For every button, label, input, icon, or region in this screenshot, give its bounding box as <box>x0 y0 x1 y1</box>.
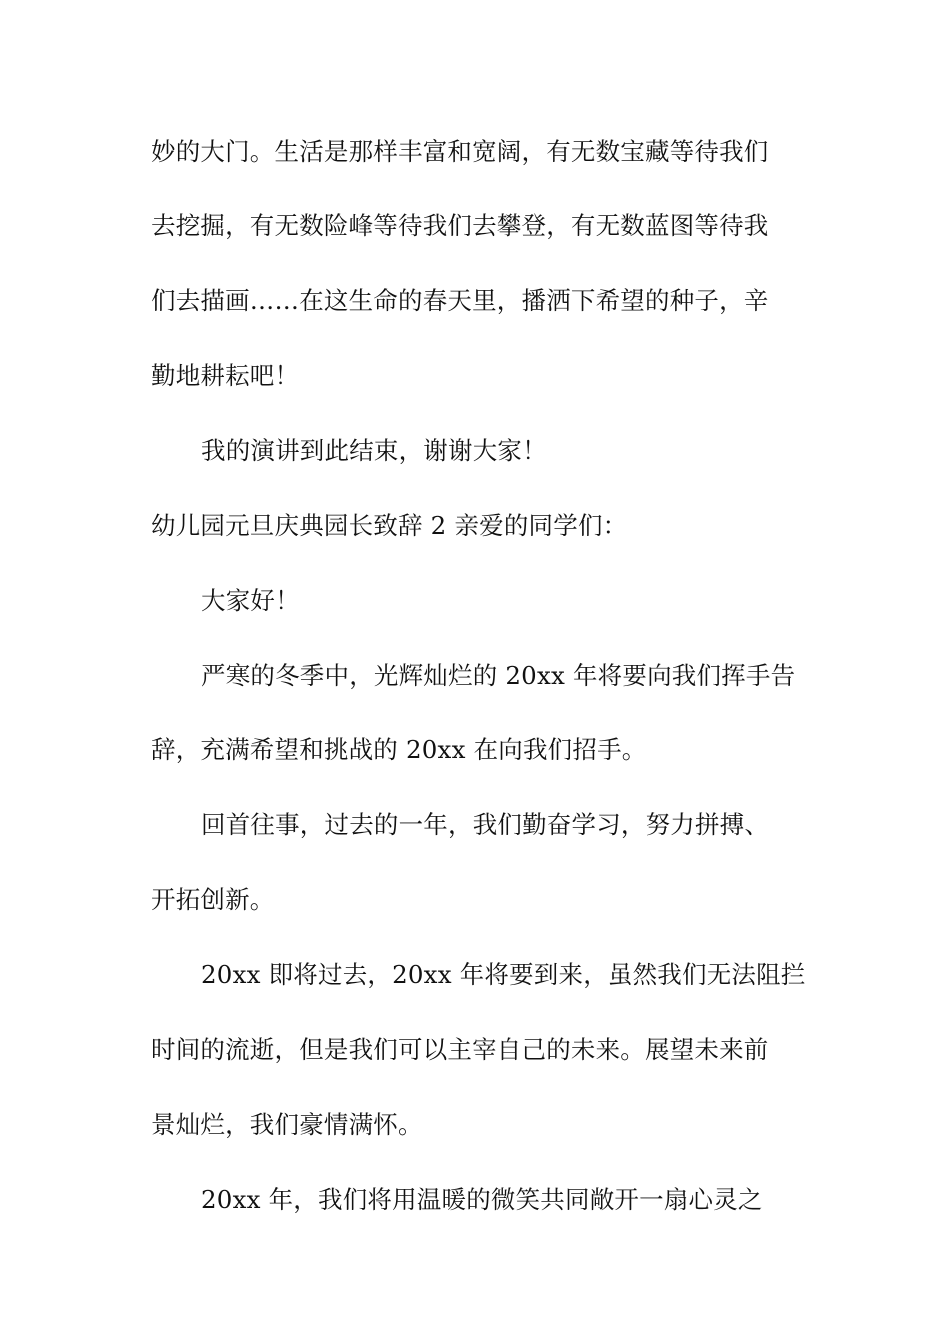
paragraph-line: 大家好！ <box>201 586 300 615</box>
paragraph-line: 时间的流逝，但是我们可以主宰自己的未来。展望未来前 <box>151 1035 769 1064</box>
paragraph-line: 景灿烂，我们豪情满怀。 <box>151 1110 423 1139</box>
paragraph-line: 们去描画……在这生命的春天里，播洒下希望的种子，辛 <box>151 286 769 315</box>
paragraph-line: 我的演讲到此结束，谢谢大家！ <box>201 436 547 465</box>
paragraph-line: 去挖掘，有无数险峰等待我们去攀登，有无数蓝图等待我 <box>151 211 769 240</box>
paragraph-line: 回首往事，过去的一年，我们勤奋学习，努力拼搏、 <box>201 810 770 839</box>
paragraph-line: 开拓创新。 <box>151 885 275 914</box>
paragraph-line: 严寒的冬季中，光辉灿烂的 20xx 年将要向我们挥手告 <box>201 661 796 690</box>
section-heading: 幼儿园元旦庆典园长致辞 2 亲爱的同学们： <box>151 511 628 540</box>
paragraph-line: 20xx 年，我们将用温暖的微笑共同敞开一扇心灵之 <box>201 1185 763 1214</box>
paragraph-line: 勤地耕耘吧！ <box>151 361 300 390</box>
paragraph-line: 妙的大门。生活是那样丰富和宽阔，有无数宝藏等待我们 <box>151 137 769 166</box>
paragraph-line: 辞，充满希望和挑战的 20xx 在向我们招手。 <box>151 735 647 764</box>
paragraph-line: 20xx 即将过去，20xx 年将要到来，虽然我们无法阻拦 <box>201 960 806 989</box>
